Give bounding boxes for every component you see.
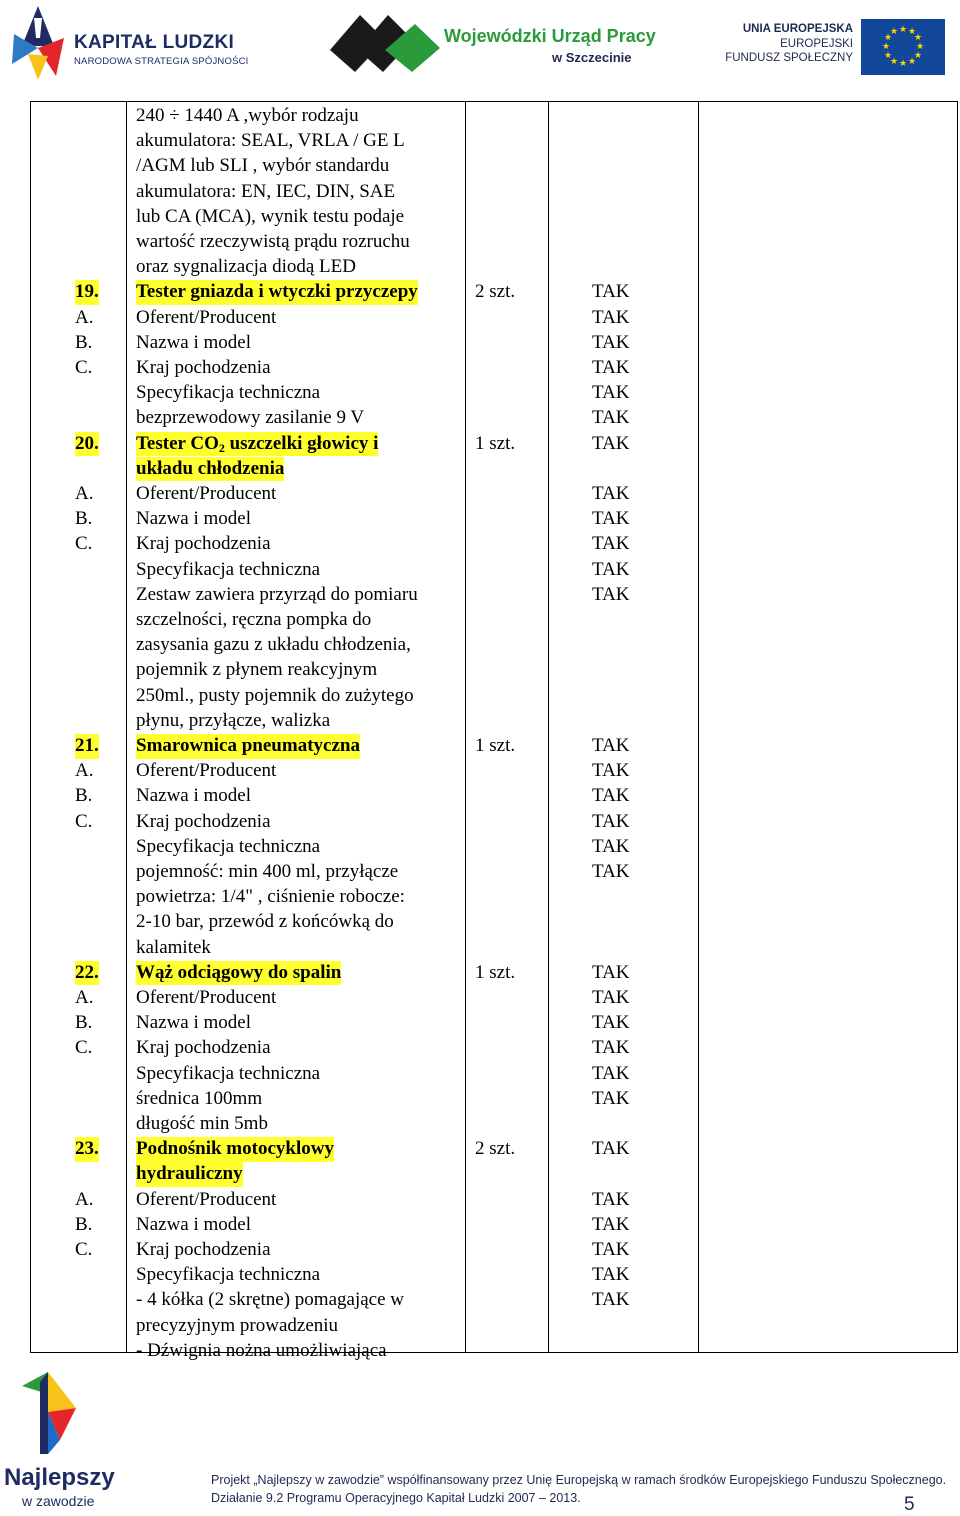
row-compliance: TAK [592,508,630,530]
column-divider [465,102,466,1352]
column-divider [698,102,699,1352]
spec-text-line: wartość rzeczywistą prądu rozruchu [136,231,410,252]
row-description: zasysania gazu z układu chłodzenia, [136,634,411,656]
row-description: Oferent/Producent [136,987,277,1008]
item-title-part: Tester CO [136,432,219,454]
row-compliance: TAK [592,835,630,857]
row-letter: C. [75,357,93,378]
row-description: Kraj pochodzenia [136,533,271,555]
row-description: Kraj pochodzenia [136,357,271,378]
row-description: Specyfikacja techniczna [136,558,321,580]
row-description: Specyfikacja techniczna [136,1062,321,1084]
item-compliance: TAK [592,1138,630,1160]
kapital-ludzki-title: KAPITAŁ LUDZKI [74,32,235,53]
item-title-subscript: 2 [218,440,225,455]
row-compliance: TAK [592,1037,630,1059]
spec-text-line: akumulatora: EN, IEC, DIN, SAE [136,180,396,202]
row-compliance: TAK [592,558,630,580]
svg-text:★: ★ [889,27,899,37]
row-letter: A. [75,483,94,504]
row-description: 250ml., pusty pojemnik do zużytego [136,684,414,706]
row-description: Oferent/Producent [136,760,277,782]
row-compliance: TAK [592,1012,630,1034]
item-number: 20. [75,432,99,457]
row-description: średnica 100mm [136,1087,263,1109]
spec-text-line: lub CA (MCA), wynik testu podaje [136,205,405,227]
footer-line-2: Działanie 9.2 Programu Operacyjnego Kapitał Ludzki 2007 – 2013. [211,1491,581,1505]
row-compliance: TAK [592,861,630,882]
row-letter: A. [75,306,94,328]
row-description: bezprzewodowy zasilanie 9 V [136,407,365,429]
row-description: Nazwa i model [136,785,252,807]
row-letter: B. [75,331,93,353]
eu-line-3: FUNDUSZ SPOŁECZNY [725,52,853,64]
svg-text:★: ★ [915,42,925,52]
svg-text:★: ★ [883,33,893,43]
row-letter: C. [75,1037,93,1059]
row-compliance: TAK [592,810,630,832]
item-compliance: TAK [592,281,630,303]
spec-text-line: akumulatora: SEAL, VRLA / GE L [136,130,405,152]
wup-subtitle: w Szczecinie [552,50,632,65]
eu-logo [710,15,945,77]
row-description: Nazwa i model [136,1012,252,1034]
column-divider [548,102,549,1352]
eu-line-1: UNIA EUROPEJSKA [742,23,853,35]
item-quantity: 1 szt. [475,735,516,756]
item-number: 19. [75,280,99,305]
row-compliance: TAK [592,1188,630,1210]
svg-text:★: ★ [881,42,891,52]
item-title: Podnośnik motocyklowy [136,1137,334,1162]
row-description: Oferent/Producent [136,1188,277,1210]
item-quantity: 2 szt. [475,281,516,303]
row-compliance: TAK [592,306,630,328]
item-title-part: uszczelki głowicy i [224,432,379,454]
eu-line-2: EUROPEJSKI [780,38,853,50]
row-description: płynu, przyłącze, walizka [136,709,331,731]
row-description: pojemnik z płynem reakcyjnym [136,659,378,681]
row-description: Specyfikacja techniczna [136,382,321,404]
item-compliance: TAK [592,961,630,983]
item-number: 22. [75,961,99,986]
footer-project-note [211,1471,946,1507]
item-quantity: 1 szt. [475,432,516,454]
row-letter: B. [75,508,93,530]
row-letter: A. [75,987,94,1008]
equipment-spec-table [30,101,958,1361]
row-description: pojemność: min 400 ml, przyłącze [136,861,399,882]
svg-text:★: ★ [907,57,917,67]
spec-text-line: oraz sygnalizacja diodą LED [136,256,356,278]
row-description: Nazwa i model [136,1213,252,1235]
row-description: 2-10 bar, przewód z końcówką do [136,911,394,933]
kapital-ludzki-subtitle: NARODOWA STRATEGIA SPÓJNOŚCI [74,56,249,67]
row-description: kalamitek [136,936,211,958]
row-compliance: TAK [592,1213,630,1235]
footer-logo-name: Najlepszy [4,1464,115,1491]
eu-flag-icon [861,19,945,75]
row-description: precyzyjnym prowadzeniu [136,1314,339,1336]
row-description: - Dźwignia nożna umożliwiająca [136,1339,387,1361]
item-title: Tester gniazda i wtyczki przyczepy [136,280,418,305]
row-description: Nazwa i model [136,508,252,530]
row-compliance: TAK [592,533,630,555]
row-description: Kraj pochodzenia [136,1037,271,1059]
row-compliance: TAK [592,407,630,429]
row-compliance: TAK [592,331,630,353]
number-one-logo-icon [0,1368,90,1468]
row-compliance: TAK [592,785,630,807]
row-compliance: TAK [592,1289,630,1311]
svg-text:★: ★ [898,25,908,35]
item-number: 23. [75,1137,99,1162]
footer-logo-subtitle: w zawodzie [22,1493,95,1509]
page-number: 5 [904,1494,915,1515]
row-compliance: TAK [592,987,630,1008]
row-description: Specyfikacja techniczna [136,1264,321,1286]
item-title: układu chłodzenia [136,457,284,482]
row-compliance: TAK [592,1239,630,1260]
kapital-ludzki-logo [8,4,268,84]
svg-text:★: ★ [913,33,923,43]
item-title: Smarownica pneumatyczna [136,734,360,759]
wup-title: Wojewódzki Urząd Pracy [444,26,656,46]
item-title: Wąż odciągowy do spalin [136,961,341,986]
item-compliance: TAK [592,735,630,756]
row-description: Oferent/Producent [136,483,277,504]
row-letter: C. [75,1239,93,1260]
row-description: powietrza: 1/4" , ciśnienie robocze: [136,886,405,908]
row-description: szczelności, ręczna pompka do [136,609,372,630]
item-title: hydrauliczny [136,1162,243,1187]
item-quantity: 1 szt. [475,961,516,983]
footer-line-1: Projekt „Najlepszy w zawodzie” współfinansowany przez Unię Europejską w ramach środków Europejskiego Funduszu Społecznego. [211,1473,947,1487]
row-letter: A. [75,760,94,782]
najlepszy-w-zawodzie-logo [0,1368,130,1516]
row-compliance: TAK [592,357,630,378]
svg-text:★: ★ [883,51,893,61]
row-letter: B. [75,785,93,807]
item-number: 21. [75,734,99,759]
row-letter: B. [75,1012,93,1034]
row-compliance: TAK [592,1062,630,1084]
item-title [136,432,378,457]
svg-text:★: ★ [898,59,908,69]
row-description: Nazwa i model [136,331,252,353]
spec-text-line: 240 ÷ 1440 A ,wybór rodzaju [136,105,359,126]
row-compliance: TAK [592,1264,630,1286]
row-letter: C. [75,533,93,555]
svg-text:★: ★ [907,27,917,37]
row-letter: A. [75,1188,94,1210]
row-description: Kraj pochodzenia [136,810,271,832]
row-description: Kraj pochodzenia [136,1239,271,1260]
wup-arrow-icon [330,10,440,72]
row-compliance: TAK [592,1087,630,1109]
row-letter: C. [75,810,93,832]
kapital-ludzki-emblem-icon [8,4,68,82]
row-compliance: TAK [592,382,630,404]
row-compliance: TAK [592,483,630,504]
row-description: długość min 5mb [136,1113,268,1134]
svg-text:★: ★ [913,51,923,61]
row-letter: B. [75,1213,93,1235]
svg-text:★: ★ [889,57,899,67]
spec-text-line: /AGM lub SLI , wybór standardu [136,155,390,177]
item-compliance: TAK [592,432,630,454]
page-header [0,0,960,95]
row-compliance: TAK [592,760,630,782]
row-compliance: TAK [592,583,630,605]
item-quantity: 2 szt. [475,1138,516,1160]
column-divider [126,102,127,1352]
row-description: - 4 kółka (2 skrętne) pomagające w [136,1289,405,1311]
wup-szczecin-logo [330,10,656,80]
row-description: Zestaw zawiera przyrząd do pomiaru [136,583,418,605]
row-description: Specyfikacja techniczna [136,835,321,857]
row-description: Oferent/Producent [136,306,277,328]
